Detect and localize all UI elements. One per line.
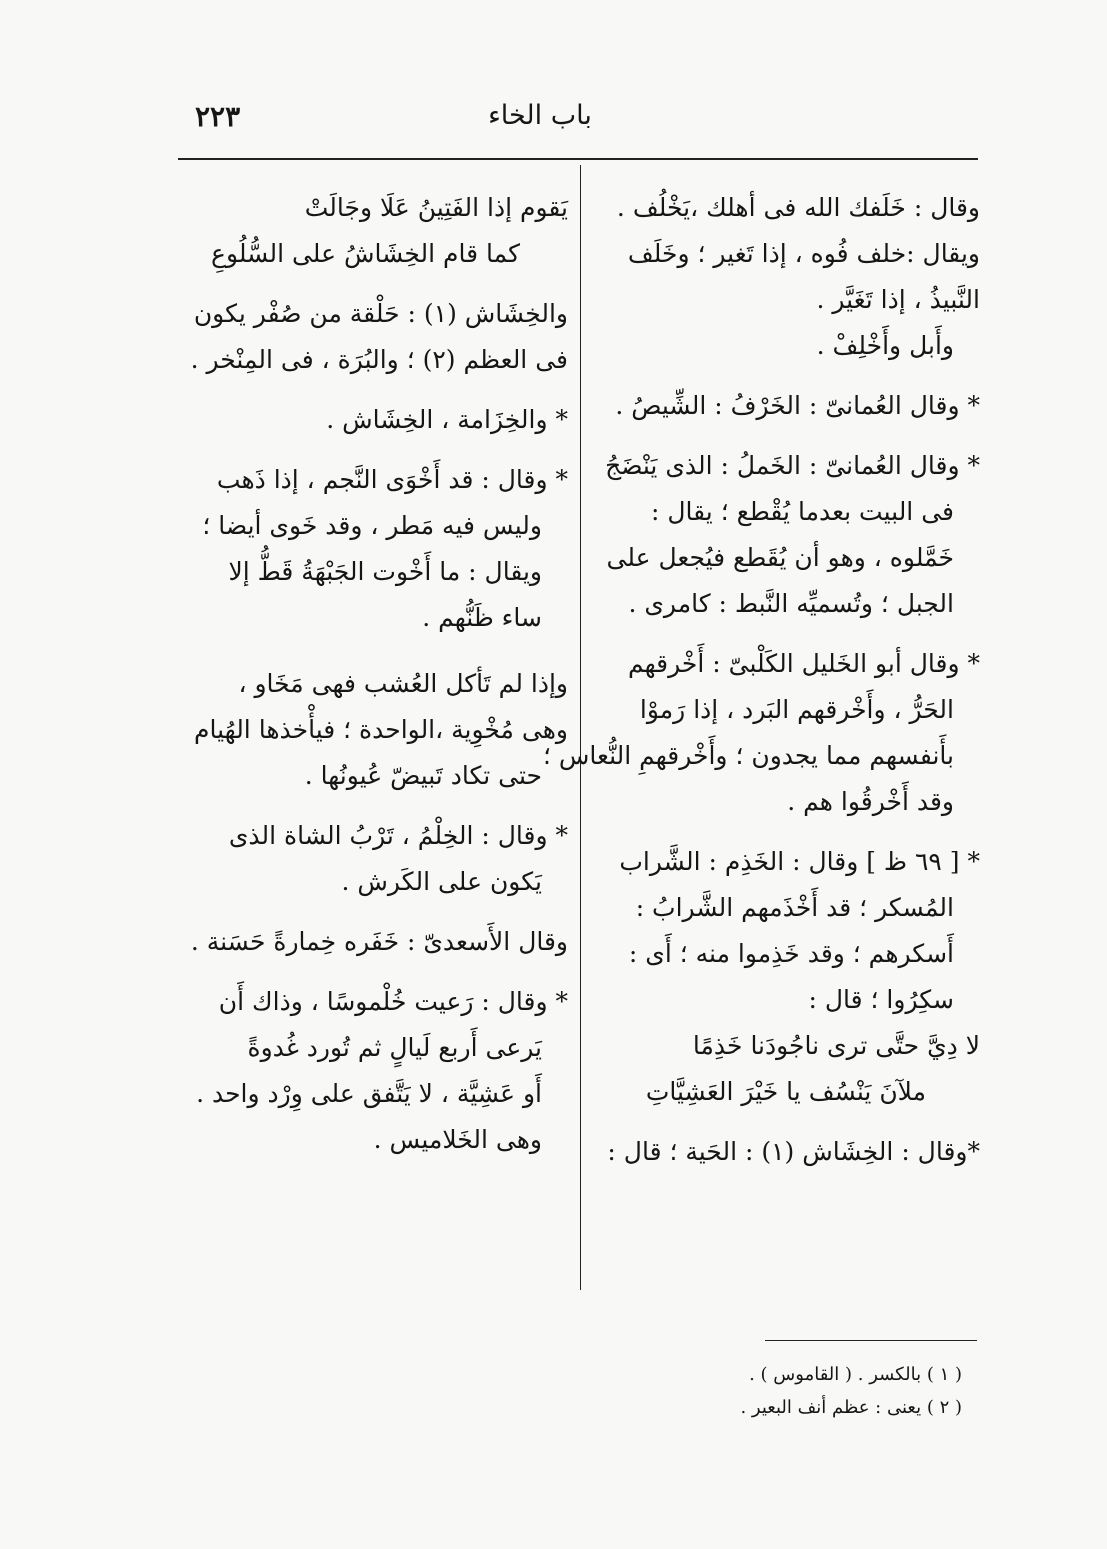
- text-line: فى البيت بعدما يُقْطع ؛ يقال :: [651, 497, 954, 526]
- header-rule: [178, 158, 978, 160]
- text-line: النَّبيذُ ، إذا تَغَيَّر .: [816, 285, 980, 314]
- text-line: وقد أَخْرقُوا هم .: [787, 787, 954, 816]
- verse-line: كما قام الخِشَاشُ على السُّلُوعِ: [211, 239, 520, 268]
- text-line: يَكون على الكَرش .: [341, 867, 542, 896]
- text-line: والخِشَاش (١) : حَلْقة من صُفْر يكون: [193, 299, 568, 328]
- text-line: بأَنفسهم مما يجدون ؛ وأَخْرقهمِ النُّعاس ؛: [542, 741, 954, 770]
- text-line: المُسكر ؛ قد أَخْذَمهم الشَّرابُ :: [635, 893, 954, 922]
- page-number: ٢٢٣: [195, 100, 241, 133]
- right-column: [542, 185, 980, 1175]
- text-line: * وقال : رَعيت خُلْموسًا ، وذاك أَن: [218, 987, 568, 1016]
- text-line: * وقال : قد أَخْوَى النَّجم ، إذا ذَهب: [216, 465, 568, 494]
- verse-line: لا دِيَّ حتَّى ترى ناجُودَنا خَذِمًا: [692, 1031, 980, 1060]
- text-line: أَو عَشِيَّة ، لا يَتَّفق على وِرْد واحد .: [196, 1079, 542, 1108]
- text-line: وهى الخَلاميس .: [373, 1125, 542, 1154]
- text-line: *وقال : الخِشَاش (١) : الحَية ؛ قال :: [607, 1137, 980, 1166]
- text-line: أَسكرهم ؛ وقد خَذِموا منه ؛ أَى :: [628, 939, 954, 968]
- verse-line: ملآنَ يَنْسُف يا خَيْرَ العَشِيَّاتِ: [645, 1077, 926, 1106]
- text-line: سكِرُوا ؛ قال :: [808, 985, 954, 1014]
- text-line: * وقال العُمانىّ : الخَرْفُ : الشِّيصُ .: [615, 391, 980, 420]
- text-line: ويقال :خلف فُوه ، إذا تَغير ؛ وخَلَف: [627, 239, 980, 268]
- footnotes: [700, 1358, 962, 1424]
- running-head: باب الخاء: [488, 100, 592, 131]
- text-line: * [ ٦٩ ظ ] وقال : الخَذِم : الشَّراب: [619, 847, 980, 876]
- text-line: فى العظم (٢) ؛ والبُرَة ، فى المِنْخر .: [190, 345, 568, 374]
- text-line: وليس فيه مَطر ، وقد خَوى أيضا ؛: [202, 511, 542, 540]
- column-divider: [580, 165, 581, 1290]
- text-line: وأَبل وأَخْلِفْ .: [816, 331, 954, 360]
- text-line: وقال الأَسعدىّ : خَفَره خِمارةً حَسَنة .: [190, 927, 568, 956]
- text-line: الحَرُّ ، وأَخْرقهم البَرد ، إذا رَموْا: [639, 695, 954, 724]
- text-line: * والخِزَامة ، الخِشَاش .: [326, 405, 568, 434]
- text-line: * وقال العُمانىّ : الخَملُ : الذى يَنْضَجُ: [605, 451, 980, 480]
- text-line: وإذا لم تَأكل العُشب فهى مَخَاو ،: [238, 669, 568, 698]
- footnote-rule: [765, 1340, 977, 1341]
- text-line: خَمَّلوه ، وهو أن يُقَطع فيُجعل على: [606, 543, 954, 572]
- text-line: وهى مُخْوِية ،الواحدة ؛ فيأْخذها الهُيام: [194, 715, 568, 744]
- text-line: يَرعى أَربع لَيالٍ ثم تُورد غُدوةً: [247, 1033, 542, 1062]
- text-line: وقال : خَلَفك الله فى أهلك ،يَخْلُف .: [616, 193, 980, 222]
- text-line: ساء ظَنُّهم .: [422, 603, 542, 632]
- verse-line: يَقوم إذا الفَتِينُ عَلَا وجَالَتْ: [304, 193, 568, 222]
- footnote-1: ( ١ ) بالكسر . ( القاموس ) .: [749, 1364, 962, 1385]
- text-line: حتى تكاد تَبيضّ عُيونُها .: [304, 761, 542, 790]
- text-line: * وقال : الخِلْمُ ، تَرْبُ الشاة الذى: [228, 821, 568, 850]
- footnote-2: ( ٢ ) يعنى : عظم أنف البعير .: [740, 1397, 962, 1418]
- text-line: * وقال أبو الخَليل الكَلْبىّ : أَخْرقهم: [627, 649, 980, 678]
- text-line: الجبل ؛ وتُسميِّه النَّبط : كامرى .: [628, 589, 954, 618]
- left-column: [180, 185, 568, 1163]
- text-line: ويقال : ما أَخْوت الجَبْهَةُ قَطُّ إلا: [228, 557, 542, 586]
